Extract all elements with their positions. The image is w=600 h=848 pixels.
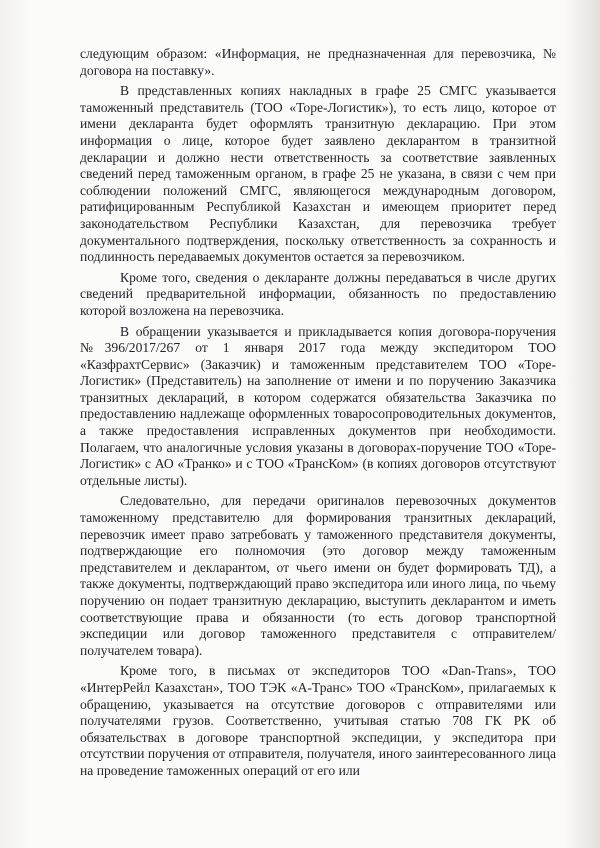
- paragraph-declarant-info: Кроме того, сведения о декларанте должны передаваться в числе других сведений предварительной информации, обязанность по предоставлению которой возложена на перевозчика.: [80, 269, 556, 318]
- paragraph-continuation: следующим образом: «Информация, не предназначенная для перевозчика, № договора на поставку».: [80, 46, 556, 78]
- scan-edge-shadow: [564, 0, 600, 848]
- document-body: [80, 46, 556, 784]
- paragraph-contract-copy: В обращении указывается и прикладывается копия договора-поручения №396/2017/267 от 1 января 2017 года между экспедитором ТОО «КазфрахтСервис» (Заказчик) и таможенным представителем ТОО «Торе-Логистик» (Представитель) на заполнение от имени и по поручению Заказчика транзитных деклараций, в котором содержатся обязательства Заказчика по предоставлению надлежаще оформленных товаросопроводительных документов, а также предоставления исправленных документов при необходимости. Полагаем, что аналогичные условия указаны в договорах-поручение ТОО «Торе-Логистик» с АО «Транко» и с ТОО «ТрансКом» (в копиях договоров отсутствуют отдельные листы).: [80, 323, 556, 488]
- paragraph-forwarder-letters: Кроме того, в письмах от экспедиторов ТОО «Dan-Trans», ТОО «ИнтерРейл Казахстан», ТОО ТЭК «А-Транс» ТОО «ТрансКом», прилагаемых к обращению, указывается на отсутствие договоров с отправителями или получателями грузов. Соответственно, учитывая статью 708 ГК РК об обязательствах в договоре транспортной экспедиции, у экспедитора при отсутствии поручения от отправителя, получателя, иного заинтересованного лица на проведение таможенных операций от его или: [80, 663, 556, 778]
- paragraph-smgs-representative: В представленных копиях накладных в графе 25 СМГС указывается таможенный представитель (ТОО «Торе-Логистик»), то есть лицо, которое от имени декларанта будет оформлять транзитную декларацию. При этом информация о лице, которое будет заявлено декларантом в транзитной декларации и должно нести ответственность за соответствие заявленных сведений перед таможенным органом, в графе 25 не указана, в связи с чем при соблюдении положений СМГС, являющегося международным договором, ратифицированным Республикой Казахстан и имеющем приоритет перед законодательством Республики Казахстан, для перевозчика требует документального подтверждения, поскольку ответственность за сохранность и подлинность передаваемых документов остается за перевозчиком.: [80, 83, 556, 265]
- paragraph-consequently: Следовательно, для передачи оригиналов перевозочных документов таможенному представителю для формирования транзитных деклараций, перевозчик имеет право затребовать у таможенного представителя документы, подтверждающие его полномочия (это договор между таможенным представителем и декларантом, от чьего имени он будет формировать ТД), а также документы, подтверждающий право экспедитора или иного лица, по чьему поручению он подает транзитную декларацию, выступить декларантом и иметь соответствующие права и обязанности (то есть договор транспортной экспедиции или договор таможенного представителя с отправителем/получателем товара).: [80, 493, 556, 658]
